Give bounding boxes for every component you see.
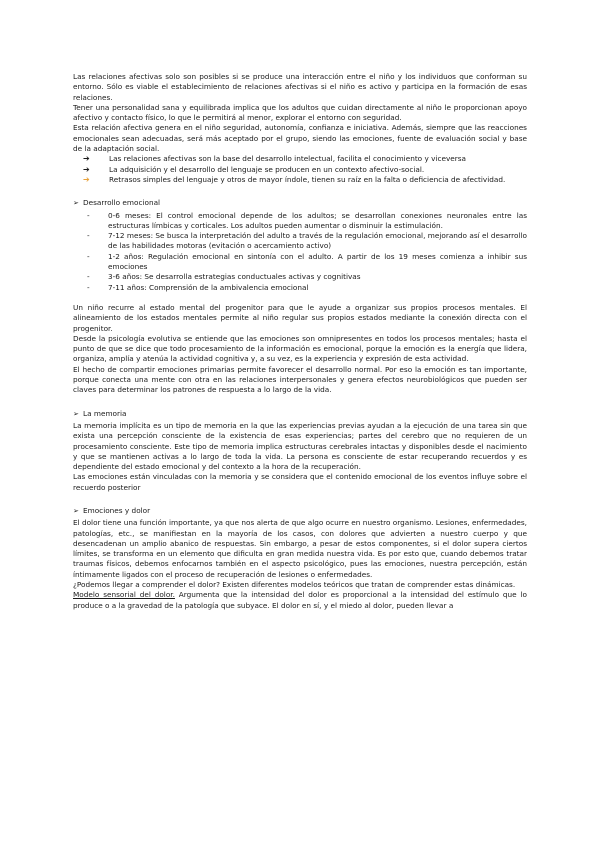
arrow-right-icon: ➔	[83, 174, 90, 184]
list-item: - 0-6 meses: El control emocional depende de los adultos; se desarrollan conexiones neuronales entre las estructuras límbicas y corticales. Los adultos pueden aumentar o disminuir la estimulación.	[87, 210, 527, 230]
dolor-paragraph-1: El dolor tiene una función importante, ya que nos alerta de que algo ocurre en nuestro organismo. Lesiones, enfermedades, patologías, etc., se manifiestan en la mayoría de los casos, con dolores que advierten a nuestro cuerpo y que desencadenan un amplio abanico de respuestas. Sin embargo, a pesar de estos componentes, si el dolor supera ciertos límites, se transforma en un elemento que dificulta en gran medida nuestra vida. Es por esto que, cuando debemos tratar traumas físicos, debemos enfocarnos también en el aspecto psicológico, pues las emociones, nuestra percepción, están íntimamente ligados con el proceso de recuperación de lesiones o enfermedades.	[73, 518, 527, 579]
arrow-right-icon: ➔	[83, 154, 90, 164]
dash-bullet-icon: -	[87, 210, 90, 220]
list-item: - 7-12 meses: Se busca la interpretación del adulto a través de la regulación emocional, mejorando así el desarrollo de las habilidades motoras (evitación o acercamiento activo)	[87, 231, 527, 251]
arrowhead-bullet-icon: ➢	[73, 199, 79, 208]
intro-paragraph-3: Esta relación afectiva genera en el niño seguridad, autonomía, confianza e iniciativa. Además, siempre que las reacciones emocionales sean adecuadas, será más aceptado por el grupo, siendo las emociones, fuente de evaluación social y base de la adaptación social.	[73, 123, 527, 154]
dash-bullet-icon: -	[87, 251, 90, 261]
arrow-right-icon: ➔	[83, 164, 90, 174]
intro-paragraph-2: Tener una personalidad sana y equilibrada implica que los adultos que cuidan directamente al niño le proporcionan apoyo afectivo y contacto físico, lo que le permitirá al menor, explorar el entorno con seguridad.	[73, 102, 527, 123]
mental-paragraph-2: Desde la psicología evolutiva se entiende que las emociones son omnipresentes en todos los procesos mentales; hasta el punto de que se dice que todo procesamiento de la información es emocional, porque la emoción es la energía que lidera, organiza, amplía y atenúa la actividad cognitiva y, a su vez, es la experiencia y expresión de esta actividad.	[73, 333, 527, 364]
list-item: ➔ Retrasos simples del lenguaje y otros de mayor índole, tienen su raíz en la falta o deficiencia de afectividad.	[83, 174, 506, 184]
arrowhead-bullet-icon: ➢	[73, 409, 79, 418]
list-item: - 3-6 años: Se desarrolla estrategias conductuales activas y cognitivas	[87, 272, 361, 282]
arrowhead-bullet-icon: ➢	[73, 506, 79, 515]
mental-paragraph-3: El hecho de compartir emociones primarias permite favorecer el desarrollo normal. Por eso la emoción es tan importante, porque conecta una mente con otra en las relaciones interpersonales y genera efectos neurobiológicos que pueden ser claves para determinar los patrones de respuesta a lo largo de la vida.	[73, 364, 527, 395]
arrow-list	[73, 154, 527, 185]
list-item: ➔ La adquisición y el desarrollo del lenguaje se producen en un contexto afectivo-social.	[83, 164, 425, 174]
dash-bullet-icon: -	[87, 272, 90, 282]
list-item: - 7-11 años: Comprensión de la ambivalencia emocional	[87, 282, 309, 292]
intro-paragraph-1: Las relaciones afectivas solo son posibles si se produce una interacción entre el niño y los individuos que conforman su entorno. Sólo es viable el establecimiento de relaciones afectivas si el niño es activo y participa en la formación de esas relaciones.	[73, 72, 527, 102]
modelo-label: Modelo sensorial del dolor.	[73, 590, 175, 600]
memoria-paragraph-1: La memoria implícita es un tipo de memoria en la que las experiencias previas ayudan a la ejecución de una tarea sin que exista una percepción consciente de la existencia de esas experiencias; partes del cerebro que no requieren de un procesamiento consciente. Este tipo de memoria implica estructuras cerebrales intactas y disponibles desde el nacimiento y que se mantienen activas a lo largo de toda la vida. La persona es consciente de estar recuperando recuerdos y es dependiente del estado emocional y del contexto a la hora de la recuperación.	[73, 420, 527, 472]
section-heading-desarrollo: ➢ Desarrollo emocional	[73, 198, 161, 208]
list-item: ➔ Las relaciones afectivas son la base del desarrollo intelectual, facilita el conocimiento y viceversa	[83, 154, 467, 164]
memoria-paragraph-2: Las emociones están vinculadas con la memoria y se considera que el contenido emocional de los eventos influye sobre el recuerdo posterior	[73, 472, 527, 492]
modelo-text: Argumenta que la intensidad del dolor es proporcional a la intensidad del estímulo que lo produce o a la gravedad de la patología que subyace. El dolor en sí, y el miedo al dolor, pueden llevar a	[73, 590, 527, 610]
dash-bullet-icon: -	[87, 282, 90, 292]
section-heading-dolor: ➢ Emociones y dolor	[73, 505, 151, 515]
section-heading-memoria: ➢ La memoria	[73, 408, 127, 418]
list-item: - 1-2 años: Regulación emocional en sintonía con el adulto. A partir de los 19 meses comienza a inhibir sus emociones	[87, 251, 527, 272]
desarrollo-list	[73, 211, 527, 293]
mental-paragraph-1: Un niño recurre al estado mental del progenitor para que le ayude a organizar sus propios procesos mentales. El alineamiento de los estados mentales permite al niño regular sus propios estados mediante la conexión directa con el progenitor.	[73, 302, 527, 333]
dash-bullet-icon: -	[87, 231, 90, 241]
dolor-paragraph-2: ¿Podemos llegar a comprender el dolor? Existen diferentes modelos teóricos que tratan de comprender estas dinámicas.	[73, 580, 516, 590]
dolor-paragraph-3	[73, 590, 527, 611]
